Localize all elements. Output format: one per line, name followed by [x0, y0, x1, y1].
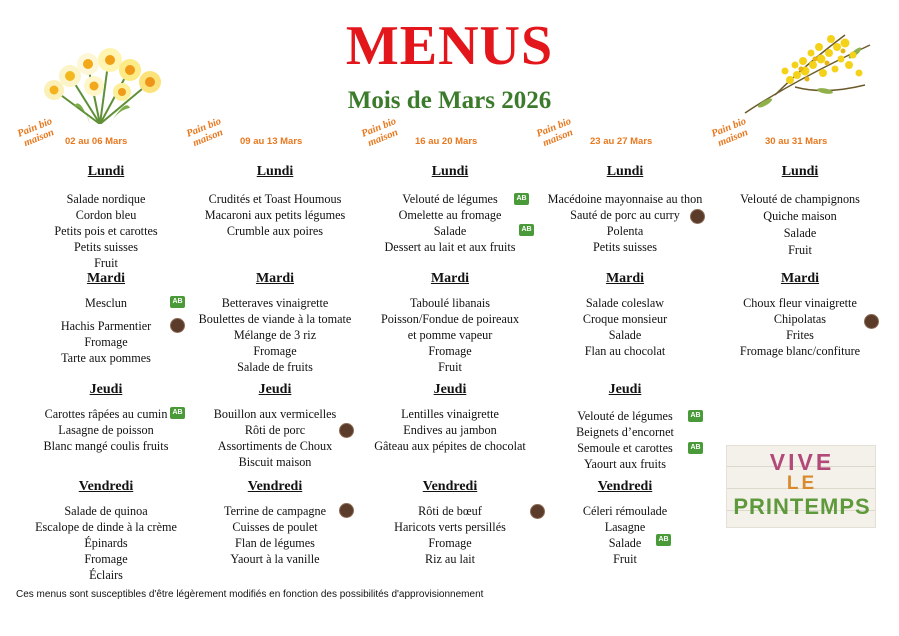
menu-item: Quiche maison [763, 209, 837, 223]
day-heading-jeudi: Jeudi [258, 382, 292, 397]
menu-item: Poisson/Fondue de poireaux [380, 312, 520, 326]
menu-item: Fromage [84, 335, 128, 349]
organic-ab-label-icon: AB [170, 407, 185, 419]
day-heading-lundi: Lundi [431, 164, 469, 179]
menu-item: Sauté de porc au curry [570, 208, 680, 222]
menu-item: Yaourt aux fruits [583, 457, 667, 471]
local-producer-seal-icon [864, 314, 879, 329]
local-producer-seal-icon [339, 503, 354, 518]
daffodils-image [30, 36, 170, 124]
local-producer-seal-icon [170, 318, 185, 333]
week-dates: 30 au 31 Mars [765, 136, 828, 147]
day-menu-mardi [187, 295, 363, 375]
mimosa-image [735, 25, 875, 117]
menu-item: Mélange de 3 riz [233, 328, 317, 342]
day-menu-mardi [362, 295, 538, 375]
pain-bio-label: Pain bio maison [709, 115, 750, 150]
menu-item: Fruit [94, 256, 118, 270]
menu-item: Mesclun [85, 296, 127, 310]
day-heading-lundi: Lundi [606, 164, 644, 179]
pain-bio-label: Pain bio maison [359, 115, 400, 150]
menu-item: et pomme vapeur [407, 328, 493, 342]
day-heading-lundi: Lundi [256, 164, 294, 179]
menu-item: Carottes râpées au cumin [44, 407, 168, 421]
pain-bio-label: Pain bio maison [15, 115, 56, 150]
day-menu-lundi [712, 191, 888, 259]
menu-item: Petits suisses [74, 240, 138, 254]
week-dates: 02 au 06 Mars [65, 136, 128, 147]
day-menu-jeudi [18, 406, 194, 454]
menu-item: Frites [786, 328, 814, 342]
organic-ab-label-icon: AB [656, 534, 671, 546]
menu-item: Fruit [438, 360, 462, 374]
menu-item: Salade [783, 226, 817, 240]
banner-line: VIVE [769, 449, 835, 475]
menu-item: Rôti de porc [244, 423, 306, 437]
day-menu-vendredi [537, 503, 713, 567]
local-producer-seal-icon [690, 209, 705, 224]
menu-item: Fruit [788, 243, 812, 257]
menu-item: Escalope de dinde à la crème [35, 520, 177, 534]
day-heading-mardi: Mardi [605, 271, 645, 286]
menu-item: Fromage [428, 344, 472, 358]
menu-item: Biscuit maison [238, 455, 312, 469]
menu-item: Épinards [84, 536, 128, 550]
day-menu-lundi [537, 191, 713, 255]
menu-item: Fromage [84, 552, 128, 566]
menu-item: Lasagne [604, 520, 646, 534]
menu-item: Lasagne de poisson [58, 423, 154, 437]
menu-item: Flan de légumes [235, 536, 315, 550]
menu-item: Fromage [428, 536, 472, 550]
menu-item: Taboulé libanais [409, 296, 491, 310]
menu-item: Macaroni aux petits légumes [204, 208, 346, 222]
menu-item: Salade [608, 328, 642, 342]
menu-item: Tarte aux pommes [61, 351, 151, 365]
menu-item: Crudités et Toast Houmous [208, 192, 342, 206]
menu-item: Fromage [253, 344, 297, 358]
menu-item: Macédoine mayonnaise au thon [547, 192, 703, 206]
day-heading-mardi: Mardi [255, 271, 295, 286]
menu-item: Omelette au fromage [398, 208, 502, 222]
pain-bio-label: Pain bio maison [534, 115, 575, 150]
day-menu-jeudi [362, 406, 538, 454]
menu-item: Cuisses de poulet [232, 520, 318, 534]
page-title: MENUS [345, 15, 554, 77]
menu-item: Fromage blanc/confiture [739, 344, 861, 358]
menu-item: Croque monsieur [582, 312, 668, 326]
day-heading-jeudi: Jeudi [433, 382, 467, 397]
menu-item: Gâteau aux pépites de chocolat [374, 439, 526, 453]
menu-item: Salade nordique [66, 192, 146, 206]
menu-item: Salade [608, 536, 642, 550]
day-menu-mardi [712, 295, 888, 359]
menu-item: Salade coleslaw [585, 296, 665, 310]
banner-line: LE [786, 473, 818, 494]
menu-item: Petits pois et carottes [54, 224, 158, 238]
organic-ab-label-icon: AB [514, 193, 529, 205]
week-dates: 16 au 20 Mars [415, 136, 478, 147]
organic-ab-label-icon: AB [688, 442, 703, 454]
menu-item: Éclairs [89, 568, 123, 582]
menu-item: Velouté de légumes [402, 192, 498, 206]
menu-item: Cordon bleu [75, 208, 137, 222]
menu-item: Terrine de campagne [223, 504, 326, 518]
local-producer-seal-icon [339, 423, 354, 438]
menu-item: Betteraves vinaigrette [221, 296, 329, 310]
day-menu-mardi-cont [18, 318, 194, 366]
footer-note: Ces menus sont susceptibles d'être légèrement modifiés en fonction des possibilités d'approvisionnement [16, 589, 484, 600]
day-menu-vendredi [187, 503, 363, 567]
organic-ab-label-icon: AB [170, 296, 185, 308]
day-heading-jeudi: Jeudi [89, 382, 123, 397]
day-heading-mardi: Mardi [430, 271, 470, 286]
day-heading-jeudi: Jeudi [608, 382, 642, 397]
week-dates: 09 au 13 Mars [240, 136, 303, 147]
menu-item: Riz au lait [424, 552, 476, 566]
menu-item: Assortiments de Choux [217, 439, 333, 453]
menu-item: Blanc mangé coulis fruits [43, 439, 169, 453]
organic-ab-label-icon: AB [688, 410, 703, 422]
day-heading-lundi: Lundi [87, 164, 125, 179]
day-menu-mardi [18, 295, 194, 311]
menu-item: Boulettes de viande à la tomate [198, 312, 352, 326]
menu-item: Velouté de légumes [577, 409, 673, 423]
day-heading-vendredi: Vendredi [422, 479, 478, 494]
menu-item: Dessert au lait et aux fruits [384, 240, 516, 254]
day-heading-vendredi: Vendredi [247, 479, 303, 494]
pain-bio-label: Pain bio maison [184, 115, 225, 150]
day-heading-lundi: Lundi [781, 164, 819, 179]
organic-ab-label-icon: AB [519, 224, 534, 236]
menu-item: Endives au jambon [403, 423, 497, 437]
banner-line: PRINTEMPS [733, 494, 871, 519]
menu-item: Haricots verts persillés [394, 520, 506, 534]
menu-item: Rôti de bœuf [418, 504, 482, 518]
day-heading-vendredi: Vendredi [597, 479, 653, 494]
day-menu-mardi [537, 295, 713, 359]
menu-item: Semoule et carottes [577, 441, 673, 455]
day-menu-lundi [187, 191, 363, 239]
day-menu-jeudi [537, 408, 713, 472]
menu-item: Choux fleur vinaigrette [743, 296, 857, 310]
day-menu-lundi [362, 191, 538, 255]
day-menu-vendredi [18, 503, 194, 583]
menu-item: Beignets d’encornet [576, 425, 674, 439]
menu-item: Chipolatas [773, 312, 827, 326]
day-heading-mardi: Mardi [86, 271, 126, 286]
menu-item: Hachis Parmentier [60, 319, 152, 333]
menu-item: Céleri rémoulade [582, 504, 668, 518]
menu-item: Lentilles vinaigrette [401, 407, 499, 421]
menu-item: Salade [433, 224, 467, 238]
menu-item: Salade de quinoa [64, 504, 148, 518]
menu-item: Petits suisses [593, 240, 657, 254]
menu-item: Flan au chocolat [584, 344, 666, 358]
menu-item: Velouté de champignons [740, 192, 860, 206]
page-subtitle: Mois de Mars 2026 [347, 87, 552, 114]
day-menu-jeudi [187, 406, 363, 470]
day-menu-lundi [18, 191, 194, 271]
menu-item: Yaourt à la vanille [230, 552, 320, 566]
day-heading-vendredi: Vendredi [78, 479, 134, 494]
day-heading-mardi: Mardi [780, 271, 820, 286]
day-menu-vendredi [362, 503, 538, 567]
menu-item: Fruit [613, 552, 637, 566]
menu-item: Polenta [606, 224, 644, 238]
menu-item: Salade de fruits [237, 360, 313, 374]
menu-item: Bouillon aux vermicelles [213, 407, 337, 421]
menu-item: Crumble aux poires [226, 224, 324, 238]
vive-le-printemps-banner [726, 445, 876, 528]
week-dates: 23 au 27 Mars [590, 136, 653, 147]
